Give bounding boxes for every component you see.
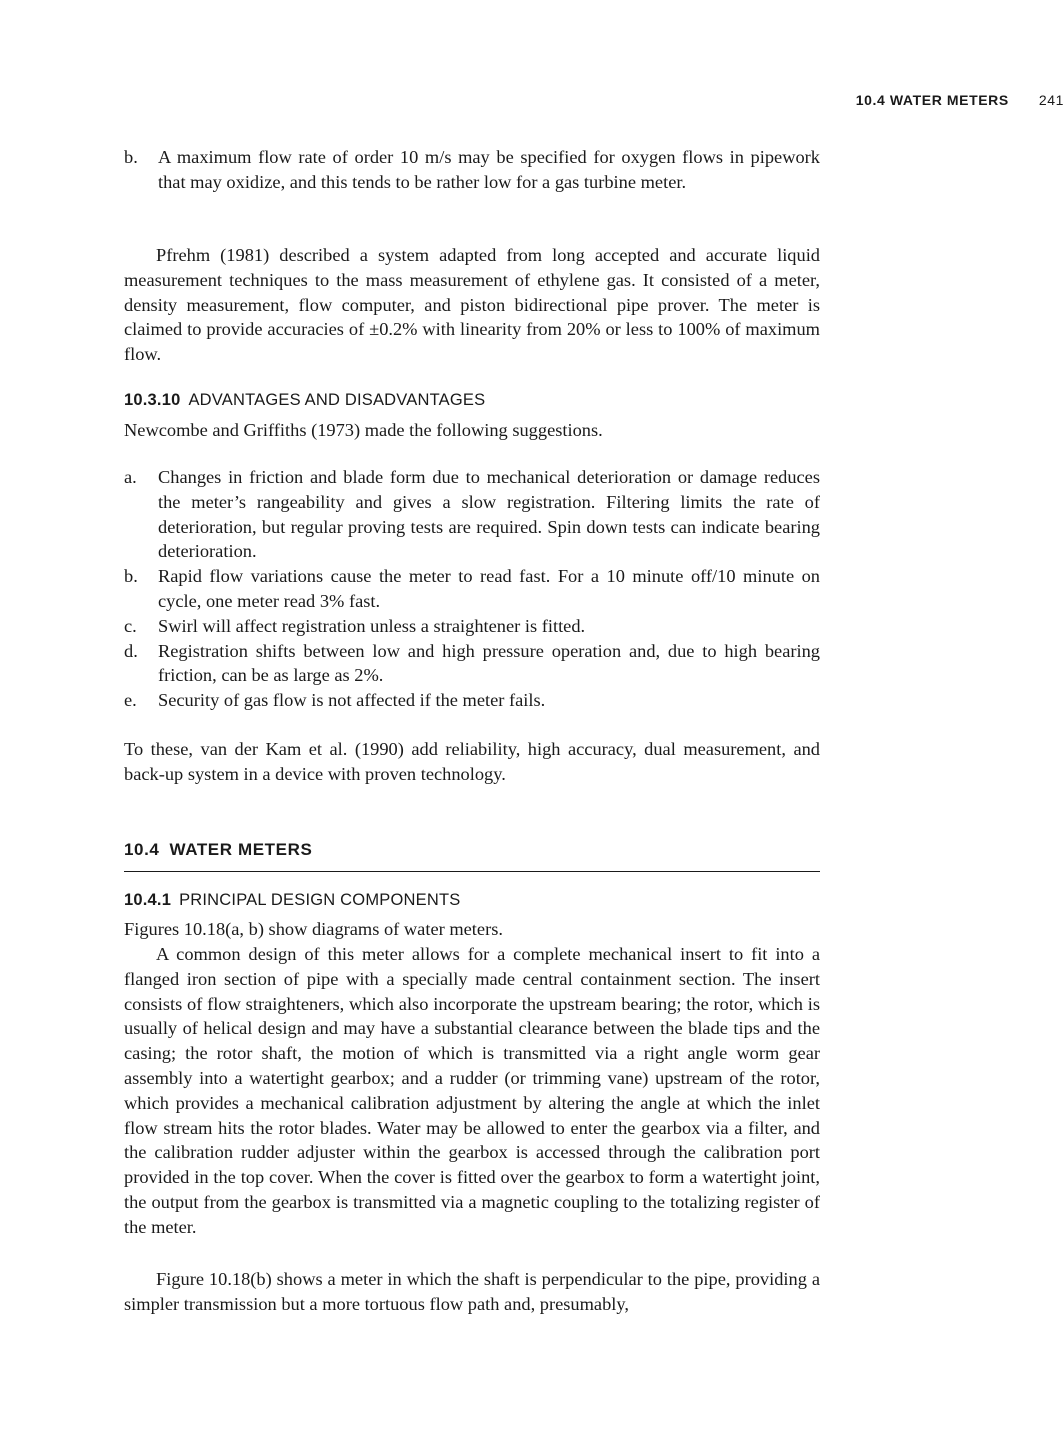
list-item-text: A maximum flow rate of order 10 m/s may be specified for oxygen flows in pipework that may oxidize, and this tends to be rather low for a gas turbine meter. (158, 147, 820, 192)
list-marker: a. (124, 467, 137, 487)
paragraph-newcombe (124, 418, 820, 443)
running-head (304, 92, 1064, 108)
list-item-text: Rapid flow variations cause the meter to read fast. For a 10 minute off/10 minute on cycle, one meter read 3% fast. (158, 566, 820, 611)
list-marker: b. (124, 566, 138, 587)
section-number: 10.4.1 (124, 891, 172, 909)
section-heading-10-3-10 (124, 388, 820, 413)
paragraph-pfrehm (124, 243, 820, 367)
list-item (124, 145, 820, 195)
list-item (124, 614, 820, 639)
paragraph-text: Figure 10.18(b) shows a meter in which the shaft is perpendicular to the pipe, providing a simpler transmission but a more tortuous flow path and, presumably, (124, 1269, 820, 1314)
list-continuation (124, 145, 820, 195)
list-marker: d. (124, 640, 138, 661)
list-item-text: Swirl will affect registration unless a straightener is fitted. (158, 615, 586, 636)
paragraph-figure-b (124, 1267, 820, 1317)
paragraph-figures (124, 917, 820, 942)
section-title: ADVANTAGES AND DISADVANTAGES (188, 391, 486, 409)
paragraph-vanderkam (124, 737, 820, 787)
section-heading-10-4-1 (124, 888, 820, 913)
section-heading-10-4 (124, 838, 820, 872)
list-item (124, 688, 820, 713)
section-number: 10.4 (124, 840, 160, 859)
paragraph-common-design (124, 942, 820, 1240)
paragraph-text: To these, van der Kam et al. (1990) add reliability, high accuracy, dual measurement, and back-up system in a device with proven technology. (124, 739, 820, 784)
list-marker: c. (124, 615, 137, 636)
paragraph-text: A common design of this meter allows for a complete mechanical insert to fit into a flanged iron section of pipe with a specially made central containment section. The insert consists of flow straighteners, which also incorporate the upstream bearing; the rotor, which is usually of helical design and may have a substantial clearance between the blade tips and the casing; the rotor shaft, the motion of which is transmitted via a right angle worm gear assembly into a watertight gearbox; and a rudder (or trimming vane) upstream of the rotor, which provides a mechanical calibration adjustment by altering the angle at which the inlet flow stream hits the rotor blades. Water may be allowed to enter the gearbox via a filter, and the calibration rudder adjuster within the gearbox is accessed through the calibration port provided in the top cover. When the cover is fitted over the gearbox to form a watertight joint, the output from the gearbox is transmitted via a magnetic coupling to the totalizing register of the meter. (124, 944, 820, 1237)
section-title: WATER METERS (169, 840, 313, 859)
section-number: 10.3.10 (124, 391, 181, 409)
section-title: PRINCIPAL DESIGN COMPONENTS (179, 891, 461, 909)
list-marker: e. (124, 690, 137, 711)
list-item (124, 564, 820, 614)
suggestions-list (124, 465, 820, 713)
list-item-text: Security of gas flow is not affected if the meter fails. (158, 690, 546, 711)
list-item (124, 639, 820, 689)
page-number: 241 (1038, 92, 1064, 108)
paragraph-text: Figures 10.18(a, b) show diagrams of water meters. (124, 919, 503, 939)
list-item-text: Changes in friction and blade form due to mechanical deterioration or damage reduces the meter’s rangeability and gives a slow registration. Filtering limits the rate of deterioration, but regular proving tests are required. Spin down tests can indicate bearing deterioration. (158, 467, 820, 562)
list-item (124, 465, 820, 564)
running-head-section: 10.4 WATER METERS (855, 92, 1009, 108)
paragraph-text: Newcombe and Griffiths (1973) made the following suggestions. (124, 420, 603, 440)
list-marker: b. (124, 147, 138, 167)
paragraph-text: Pfrehm (1981) described a system adapted from long accepted and accurate liquid measurement techniques to the mass measurement of ethylene gas. It consisted of a meter, density measurement, flow computer, and piston bidirectional pipe prover. The meter is claimed to provide accuracies of ±0.2% with linearity from 20% or less to 100% of maximum flow. (124, 245, 820, 365)
list-item-text: Registration shifts between low and high pressure operation and, due to high bearing friction, can be as large as 2%. (158, 640, 820, 686)
